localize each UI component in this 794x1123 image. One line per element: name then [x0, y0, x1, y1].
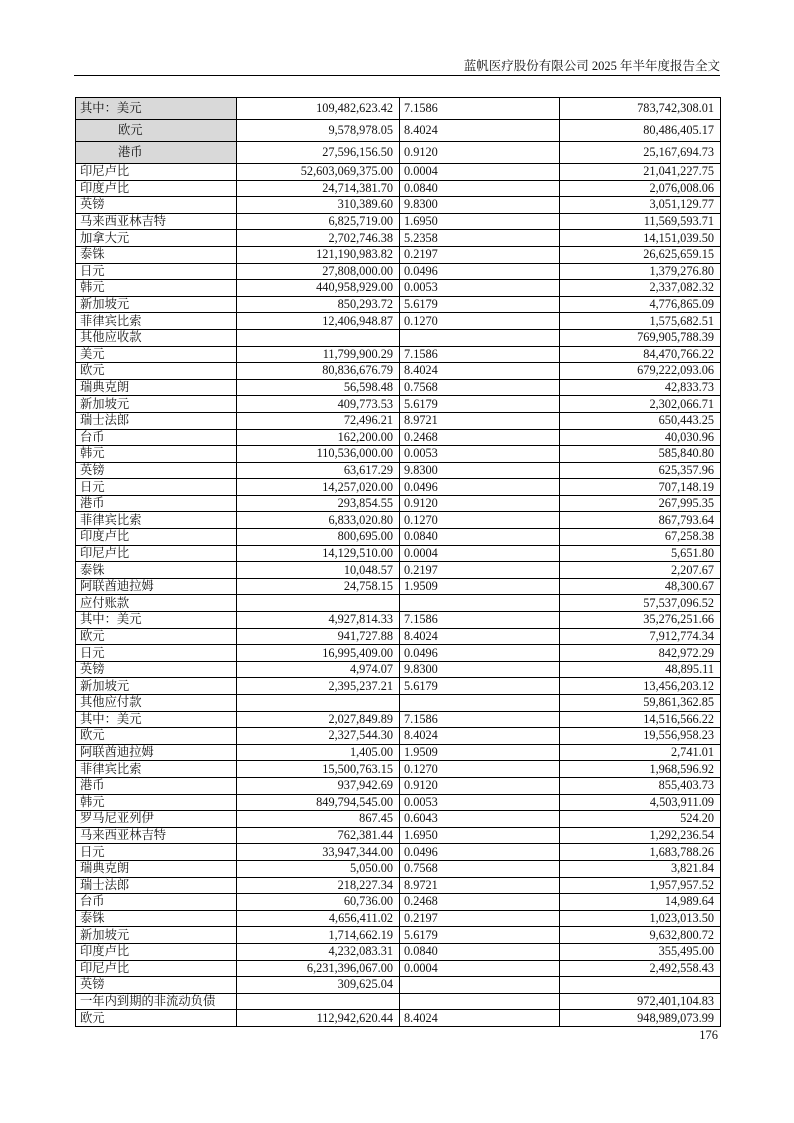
currency-label-cell: 罗马尼亚列伊	[76, 811, 237, 828]
rmb-amount-cell: 2,741.01	[560, 744, 721, 761]
foreign-amount-cell: 2,702,746.38	[237, 230, 400, 247]
table-row	[76, 894, 721, 911]
exchange-rate-cell: 8.4024	[400, 120, 560, 142]
exchange-rate-cell: 1.9509	[400, 578, 560, 595]
exchange-rate-cell: 0.7568	[400, 860, 560, 877]
foreign-amount-cell: 941,727.88	[237, 628, 400, 645]
exchange-rate-cell: 0.0496	[400, 844, 560, 861]
table-row	[76, 313, 721, 330]
currency-label-cell: 韩元	[76, 446, 237, 463]
currency-label-cell: 港币	[76, 777, 237, 794]
rmb-amount-cell: 842,972.29	[560, 645, 721, 662]
header-divider	[74, 75, 720, 76]
exchange-rate-cell: 0.2197	[400, 562, 560, 579]
foreign-amount-cell: 15,500,763.15	[237, 761, 400, 778]
foreign-amount-cell: 5,050.00	[237, 860, 400, 877]
currency-label-cell: 台币	[76, 894, 237, 911]
foreign-amount-cell: 60,736.00	[237, 894, 400, 911]
rmb-amount-cell: 1,379,276.80	[560, 263, 721, 280]
foreign-amount-cell	[237, 993, 400, 1010]
rmb-amount-cell: 21,041,227.75	[560, 164, 721, 181]
currency-label-cell: 英镑	[76, 197, 237, 214]
table-row	[76, 230, 721, 247]
exchange-rate-cell: 8.4024	[400, 363, 560, 380]
currency-label-cell: 日元	[76, 645, 237, 662]
exchange-rate-cell	[400, 993, 560, 1010]
rmb-amount-cell: 707,148.19	[560, 479, 721, 496]
table-row	[76, 1010, 721, 1027]
currency-label-cell: 菲律宾比索	[76, 512, 237, 529]
rmb-amount-cell: 2,207.67	[560, 562, 721, 579]
table-row	[76, 142, 721, 164]
foreign-amount-cell: 309,625.04	[237, 977, 400, 994]
table-row	[76, 595, 721, 612]
exchange-rate-cell: 1.9509	[400, 744, 560, 761]
foreign-amount-cell	[237, 595, 400, 612]
exchange-rate-cell: 0.1270	[400, 313, 560, 330]
currency-label-cell: 应付账款	[76, 595, 237, 612]
foreign-amount-cell: 800,695.00	[237, 529, 400, 546]
foreign-amount-cell: 218,227.34	[237, 877, 400, 894]
exchange-rate-cell: 0.9120	[400, 777, 560, 794]
foreign-amount-cell: 12,406,948.87	[237, 313, 400, 330]
foreign-amount-cell: 109,482,623.42	[237, 98, 400, 120]
rmb-amount-cell: 2,302,066.71	[560, 396, 721, 413]
rmb-amount-cell: 14,151,039.50	[560, 230, 721, 247]
currency-label-cell: 泰铢	[76, 246, 237, 263]
exchange-rate-cell: 0.0496	[400, 263, 560, 280]
rmb-amount-cell: 26,625,659.15	[560, 246, 721, 263]
table-row	[76, 711, 721, 728]
rmb-amount-cell: 57,537,096.52	[560, 595, 721, 612]
exchange-rate-cell: 0.1270	[400, 761, 560, 778]
rmb-amount-cell: 867,793.64	[560, 512, 721, 529]
table-row	[76, 993, 721, 1010]
currency-label-cell: 台币	[76, 429, 237, 446]
currency-label-cell: 日元	[76, 263, 237, 280]
rmb-amount-cell: 355,495.00	[560, 943, 721, 960]
table-row	[76, 645, 721, 662]
currency-label-cell: 其他应收款	[76, 329, 237, 346]
report-header-title: 蓝帆医疗股份有限公司 2025 年半年度报告全文	[463, 59, 720, 73]
table-row	[76, 910, 721, 927]
exchange-rate-cell: 0.0496	[400, 645, 560, 662]
currency-label-cell: 日元	[76, 844, 237, 861]
currency-label-cell: 瑞典克朗	[76, 860, 237, 877]
table-row	[76, 429, 721, 446]
foreign-amount-cell: 4,656,411.02	[237, 910, 400, 927]
foreign-amount-cell: 121,190,983.82	[237, 246, 400, 263]
exchange-rate-cell: 9.8300	[400, 661, 560, 678]
table-row	[76, 529, 721, 546]
foreign-amount-cell: 80,836,676.79	[237, 363, 400, 380]
table-row	[76, 661, 721, 678]
foreign-amount-cell: 10,048.57	[237, 562, 400, 579]
foreign-amount-cell: 11,799,900.29	[237, 346, 400, 363]
rmb-amount-cell: 48,300.67	[560, 578, 721, 595]
foreign-amount-cell: 762,381.44	[237, 827, 400, 844]
rmb-amount-cell: 1,683,788.26	[560, 844, 721, 861]
exchange-rate-cell: 8.9721	[400, 877, 560, 894]
exchange-rate-cell: 7.1586	[400, 346, 560, 363]
exchange-rate-cell	[400, 695, 560, 712]
rmb-amount-cell: 59,861,362.85	[560, 695, 721, 712]
currency-label-cell: 美元	[76, 346, 237, 363]
rmb-amount-cell: 4,776,865.09	[560, 296, 721, 313]
exchange-rate-cell: 8.4024	[400, 1010, 560, 1027]
table-row	[76, 844, 721, 861]
foreign-amount-cell: 4,927,814.33	[237, 612, 400, 629]
foreign-amount-cell: 9,578,978.05	[237, 120, 400, 142]
rmb-amount-cell: 14,989.64	[560, 894, 721, 911]
currency-label-cell: 印尼卢比	[76, 164, 237, 181]
table-row	[76, 562, 721, 579]
rmb-amount-cell: 48,895.11	[560, 661, 721, 678]
rmb-amount-cell: 1,575,682.51	[560, 313, 721, 330]
rmb-amount-cell: 9,632,800.72	[560, 927, 721, 944]
currency-label-cell: 英镑	[76, 661, 237, 678]
rmb-amount-cell: 2,337,082.32	[560, 280, 721, 297]
table-row	[76, 777, 721, 794]
currency-label-cell: 泰铢	[76, 910, 237, 927]
table-row	[76, 412, 721, 429]
table-row	[76, 446, 721, 463]
exchange-rate-cell	[400, 329, 560, 346]
foreign-amount-cell: 14,257,020.00	[237, 479, 400, 496]
foreign-amount-cell: 162,200.00	[237, 429, 400, 446]
foreign-amount-cell	[237, 695, 400, 712]
rmb-amount-cell: 11,569,593.71	[560, 213, 721, 230]
foreign-amount-cell: 409,773.53	[237, 396, 400, 413]
foreign-amount-cell: 27,596,156.50	[237, 142, 400, 164]
rmb-amount-cell: 1,292,236.54	[560, 827, 721, 844]
currency-label-cell: 瑞典克朗	[76, 379, 237, 396]
exchange-rate-cell: 5.6179	[400, 396, 560, 413]
currency-label-cell: 印尼卢比	[76, 960, 237, 977]
currency-label-cell: 加拿大元	[76, 230, 237, 247]
table-row	[76, 628, 721, 645]
exchange-rate-cell: 0.0053	[400, 794, 560, 811]
table-row	[76, 860, 721, 877]
table-row	[76, 180, 721, 197]
exchange-rate-cell: 0.9120	[400, 142, 560, 164]
foreign-amount-cell: 1,405.00	[237, 744, 400, 761]
currency-label-cell: 欧元	[76, 728, 237, 745]
rmb-amount-cell: 13,456,203.12	[560, 678, 721, 695]
exchange-rate-cell: 7.1586	[400, 711, 560, 728]
foreign-amount-cell: 2,327,544.30	[237, 728, 400, 745]
currency-label-cell: 印度卢比	[76, 529, 237, 546]
currency-label-cell: 印度卢比	[76, 180, 237, 197]
exchange-rate-cell: 1.6950	[400, 827, 560, 844]
currency-label-cell: 新加坡元	[76, 927, 237, 944]
foreign-amount-cell: 2,027,849.89	[237, 711, 400, 728]
foreign-amount-cell: 849,794,545.00	[237, 794, 400, 811]
rmb-amount-cell: 7,912,774.34	[560, 628, 721, 645]
table-row	[76, 98, 721, 120]
table-row	[76, 545, 721, 562]
currency-label-cell: 港币	[76, 142, 237, 164]
table-row	[76, 943, 721, 960]
rmb-amount-cell: 2,492,558.43	[560, 960, 721, 977]
exchange-rate-cell: 9.8300	[400, 197, 560, 214]
table-row	[76, 363, 721, 380]
rmb-amount-cell: 42,833.73	[560, 379, 721, 396]
rmb-amount-cell: 4,503,911.09	[560, 794, 721, 811]
foreign-amount-cell: 6,833,020.80	[237, 512, 400, 529]
exchange-rate-cell: 1.6950	[400, 213, 560, 230]
exchange-rate-cell: 9.8300	[400, 462, 560, 479]
exchange-rate-cell: 0.1270	[400, 512, 560, 529]
foreign-amount-cell: 4,974.07	[237, 661, 400, 678]
exchange-rate-cell: 8.4024	[400, 628, 560, 645]
currency-label-cell: 英镑	[76, 462, 237, 479]
currency-label-cell: 韩元	[76, 794, 237, 811]
table-row	[76, 578, 721, 595]
currency-label-cell: 菲律宾比索	[76, 761, 237, 778]
foreign-amount-cell: 293,854.55	[237, 495, 400, 512]
rmb-amount-cell: 67,258.38	[560, 529, 721, 546]
currency-label-cell: 瑞士法郎	[76, 877, 237, 894]
foreign-amount-cell: 24,714,381.70	[237, 180, 400, 197]
rmb-amount-cell: 35,276,251.66	[560, 612, 721, 629]
rmb-amount-cell: 855,403.73	[560, 777, 721, 794]
table-body	[76, 98, 721, 1027]
rmb-amount-cell: 80,486,405.17	[560, 120, 721, 142]
table-row	[76, 197, 721, 214]
table-row	[76, 811, 721, 828]
table-row	[76, 678, 721, 695]
currency-label-cell: 印度卢比	[76, 943, 237, 960]
table-row	[76, 794, 721, 811]
currency-label-cell: 欧元	[76, 1010, 237, 1027]
rmb-amount-cell: 25,167,694.73	[560, 142, 721, 164]
table-row	[76, 927, 721, 944]
foreign-currency-table	[75, 97, 721, 1027]
currency-label-cell: 欧元	[76, 363, 237, 380]
exchange-rate-cell: 0.2468	[400, 429, 560, 446]
currency-label-cell: 新加坡元	[76, 678, 237, 695]
foreign-amount-cell: 72,496.21	[237, 412, 400, 429]
exchange-rate-cell: 0.0004	[400, 545, 560, 562]
exchange-rate-cell: 0.2197	[400, 910, 560, 927]
foreign-amount-cell: 4,232,083.31	[237, 943, 400, 960]
currency-label-cell: 印尼卢比	[76, 545, 237, 562]
currency-label-cell: 新加坡元	[76, 396, 237, 413]
foreign-amount-cell: 27,808,000.00	[237, 263, 400, 280]
rmb-amount-cell: 650,443.25	[560, 412, 721, 429]
table-row	[76, 827, 721, 844]
table-row	[76, 329, 721, 346]
currency-label-cell: 新加坡元	[76, 296, 237, 313]
foreign-amount-cell: 56,598.48	[237, 379, 400, 396]
exchange-rate-cell: 0.0496	[400, 479, 560, 496]
foreign-amount-cell	[237, 329, 400, 346]
exchange-rate-cell: 0.0053	[400, 280, 560, 297]
foreign-amount-cell: 33,947,344.00	[237, 844, 400, 861]
table-row	[76, 977, 721, 994]
rmb-amount-cell: 84,470,766.22	[560, 346, 721, 363]
currency-label-cell: 一年内到期的非流动负债	[76, 993, 237, 1010]
foreign-amount-cell: 6,231,396,067.00	[237, 960, 400, 977]
rmb-amount-cell: 1,957,957.52	[560, 877, 721, 894]
foreign-amount-cell: 937,942.69	[237, 777, 400, 794]
currency-label-cell: 欧元	[76, 628, 237, 645]
rmb-amount-cell: 267,995.35	[560, 495, 721, 512]
exchange-rate-cell: 8.4024	[400, 728, 560, 745]
rmb-amount-cell: 1,023,013.50	[560, 910, 721, 927]
foreign-amount-cell: 24,758.15	[237, 578, 400, 595]
exchange-rate-cell: 7.1586	[400, 98, 560, 120]
foreign-amount-cell: 63,617.29	[237, 462, 400, 479]
currency-label-cell: 欧元	[76, 120, 237, 142]
rmb-amount-cell: 948,989,073.99	[560, 1010, 721, 1027]
currency-label-cell: 其他应付款	[76, 695, 237, 712]
exchange-rate-cell: 5.6179	[400, 296, 560, 313]
currency-label-cell: 马来西亚林吉特	[76, 213, 237, 230]
table-row	[76, 512, 721, 529]
exchange-rate-cell: 7.1586	[400, 612, 560, 629]
rmb-amount-cell: 625,357.96	[560, 462, 721, 479]
table-row	[76, 246, 721, 263]
rmb-amount-cell: 3,821.84	[560, 860, 721, 877]
currency-label-cell: 英镑	[76, 977, 237, 994]
rmb-amount-cell: 769,905,788.39	[560, 329, 721, 346]
currency-label-cell: 韩元	[76, 280, 237, 297]
exchange-rate-cell: 0.2197	[400, 246, 560, 263]
table-row	[76, 495, 721, 512]
currency-label-cell: 阿联酋迪拉姆	[76, 578, 237, 595]
exchange-rate-cell	[400, 595, 560, 612]
table-row	[76, 396, 721, 413]
currency-label-cell: 其中：美元	[76, 612, 237, 629]
foreign-amount-cell: 16,995,409.00	[237, 645, 400, 662]
rmb-amount-cell: 3,051,129.77	[560, 197, 721, 214]
table-row	[76, 761, 721, 778]
rmb-amount-cell: 679,222,093.06	[560, 363, 721, 380]
rmb-amount-cell: 972,401,104.83	[560, 993, 721, 1010]
table-row	[76, 479, 721, 496]
foreign-amount-cell: 867.45	[237, 811, 400, 828]
currency-label-cell: 马来西亚林吉特	[76, 827, 237, 844]
exchange-rate-cell: 5.2358	[400, 230, 560, 247]
exchange-rate-cell: 0.7568	[400, 379, 560, 396]
foreign-amount-cell: 6,825,719.00	[237, 213, 400, 230]
foreign-amount-cell: 112,942,620.44	[237, 1010, 400, 1027]
rmb-amount-cell: 19,556,958.23	[560, 728, 721, 745]
foreign-amount-cell: 440,958,929.00	[237, 280, 400, 297]
table-row	[76, 213, 721, 230]
exchange-rate-cell: 0.0053	[400, 446, 560, 463]
table-row	[76, 164, 721, 181]
table-row	[76, 960, 721, 977]
exchange-rate-cell: 0.2468	[400, 894, 560, 911]
exchange-rate-cell: 5.6179	[400, 927, 560, 944]
table-row	[76, 346, 721, 363]
exchange-rate-cell	[400, 977, 560, 994]
exchange-rate-cell: 0.9120	[400, 495, 560, 512]
table-row	[76, 120, 721, 142]
exchange-rate-cell: 0.0840	[400, 180, 560, 197]
currency-label-cell: 泰铢	[76, 562, 237, 579]
currency-label-cell: 港币	[76, 495, 237, 512]
foreign-amount-cell: 1,714,662.19	[237, 927, 400, 944]
exchange-rate-cell: 0.0004	[400, 960, 560, 977]
exchange-rate-cell: 8.9721	[400, 412, 560, 429]
rmb-amount-cell: 1,968,596.92	[560, 761, 721, 778]
currency-label-cell: 阿联酋迪拉姆	[76, 744, 237, 761]
rmb-amount-cell: 585,840.80	[560, 446, 721, 463]
rmb-amount-cell: 2,076,008.06	[560, 180, 721, 197]
exchange-rate-cell: 0.6043	[400, 811, 560, 828]
foreign-amount-cell: 14,129,510.00	[237, 545, 400, 562]
rmb-amount-cell: 40,030.96	[560, 429, 721, 446]
currency-label-cell: 其中：美元	[76, 98, 237, 120]
currency-label-cell: 菲律宾比索	[76, 313, 237, 330]
exchange-rate-cell: 5.6179	[400, 678, 560, 695]
foreign-amount-cell: 310,389.60	[237, 197, 400, 214]
rmb-amount-cell: 783,742,308.01	[560, 98, 721, 120]
foreign-amount-cell: 110,536,000.00	[237, 446, 400, 463]
foreign-amount-cell: 52,603,069,375.00	[237, 164, 400, 181]
table-row	[76, 379, 721, 396]
exchange-rate-cell: 0.0840	[400, 943, 560, 960]
page-number: 176	[699, 1028, 718, 1042]
exchange-rate-cell: 0.0004	[400, 164, 560, 181]
exchange-rate-cell: 0.0840	[400, 529, 560, 546]
table-row	[76, 280, 721, 297]
table-row	[76, 695, 721, 712]
rmb-amount-cell: 14,516,566.22	[560, 711, 721, 728]
table-row	[76, 612, 721, 629]
foreign-amount-cell: 850,293.72	[237, 296, 400, 313]
currency-label-cell: 其中：美元	[76, 711, 237, 728]
table-row	[76, 728, 721, 745]
foreign-amount-cell: 2,395,237.21	[237, 678, 400, 695]
table-row	[76, 877, 721, 894]
table-row	[76, 263, 721, 280]
table-row	[76, 462, 721, 479]
rmb-amount-cell: 524.20	[560, 811, 721, 828]
table-row	[76, 744, 721, 761]
rmb-amount-cell	[560, 977, 721, 994]
currency-label-cell: 日元	[76, 479, 237, 496]
rmb-amount-cell: 5,651.80	[560, 545, 721, 562]
currency-label-cell: 瑞士法郎	[76, 412, 237, 429]
table-row	[76, 296, 721, 313]
